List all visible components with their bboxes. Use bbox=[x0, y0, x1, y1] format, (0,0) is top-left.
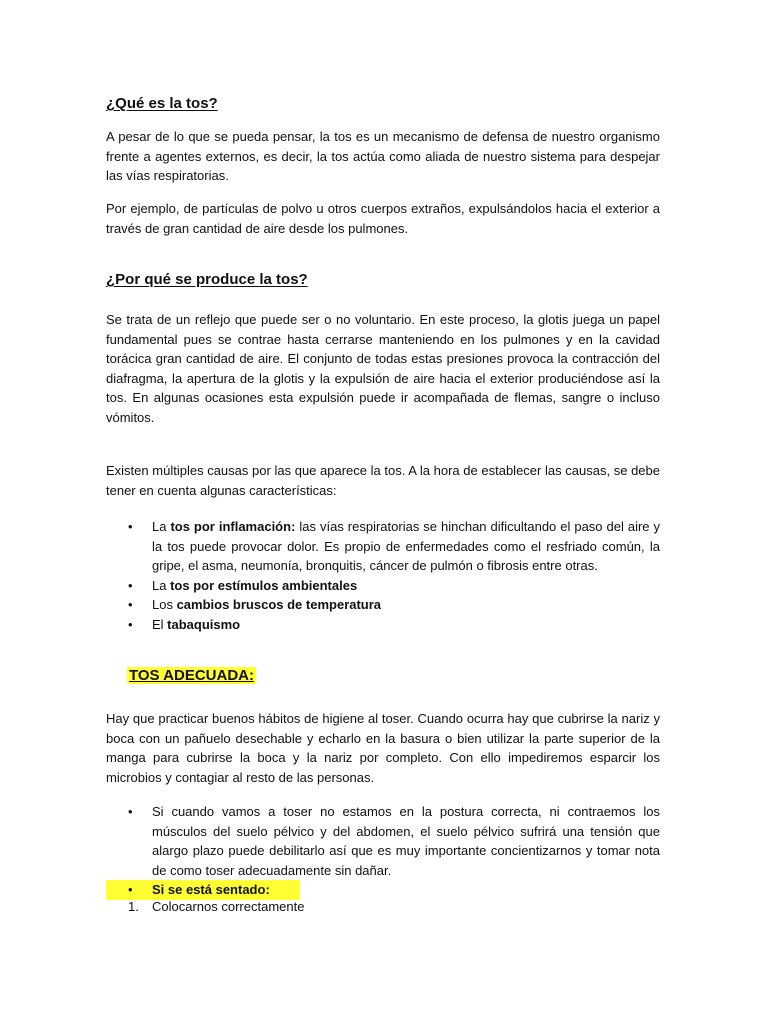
list-number: 1. bbox=[128, 899, 139, 914]
list-item bbox=[106, 802, 660, 880]
bullet-icon: • bbox=[128, 882, 133, 897]
cause-prefix: La bbox=[152, 577, 171, 593]
list-item bbox=[106, 517, 660, 576]
cause-bold: cambios bruscos de temperatura bbox=[176, 597, 382, 612]
paragraph-tos-example: Por ejemplo, de partículas de polvo u otros cuerpos extraños, expulsándolos hacia el exterior a través de gran cantidad de aire desde los pulmones. bbox=[106, 201, 660, 236]
bullet-icon: • bbox=[128, 597, 133, 612]
heading-tos-adecuada: TOS ADECUADA: bbox=[129, 667, 255, 684]
bullet-icon: • bbox=[128, 616, 133, 632]
heading-por-que-se-produce: ¿Por qué se produce la tos? bbox=[106, 271, 308, 288]
cause-prefix: Los bbox=[152, 597, 177, 612]
bullet-icon: • bbox=[128, 804, 133, 819]
causes-list bbox=[106, 517, 660, 634]
heading-que-es-la-tos: ¿Qué es la tos? bbox=[106, 95, 218, 112]
cause-rest: las vías respiratorias se hinchan dificultando el paso del aire y la tos puede provocar dolor. Es propio de enfermedades como el resfriado común, la gripe, el asma, neumonía, bronquitis, cáncer de pulmón o fibrosis entre otras. bbox=[152, 519, 660, 573]
list-item bbox=[106, 615, 660, 635]
bullet-icon: • bbox=[128, 519, 133, 534]
cause-prefix: El bbox=[152, 616, 168, 632]
paragraph-tos-definition: A pesar de lo que se pueda pensar, la tos es un mecanismo de defensa de nuestro organismo frente a agentes externos, es decir, la tos actúa como aliada de nuestro sistema para despejar las vías respiratorias. bbox=[106, 129, 660, 183]
posture-text: Si cuando vamos a toser no estamos en la postura correcta, ni contraemos los músculos del suelo pélvico y del abdomen, el suelo pélvico sufrirá una tensión que alargo plazo puede debilitarlo así que es muy importante concientizarnos y tomar nota de como toser adecuadamente sin dañar. bbox=[152, 804, 660, 878]
paragraph-hygiene: Hay que practicar buenos hábitos de higiene al toser. Cuando ocurra hay que cubrirse la nariz y boca con un pañuelo desechable y echarlo en la basura o bien utilizar la parte superior de la manga para cubrirse la boca y la nariz por completo. Con ello impediremos esparcir los microbios y contagiar al resto de las personas. bbox=[106, 711, 660, 785]
numbered-text: Colocarnos correctamente bbox=[152, 899, 305, 914]
sitting-label: Si se está sentado: bbox=[152, 882, 270, 897]
cause-bold: tabaquismo bbox=[167, 616, 241, 632]
list-item bbox=[106, 595, 660, 615]
cause-prefix: La bbox=[152, 519, 171, 534]
list-item bbox=[106, 576, 660, 596]
cause-bold: tos por inflamación: bbox=[170, 519, 296, 534]
posture-list bbox=[106, 802, 660, 900]
bullet-icon: • bbox=[128, 577, 133, 593]
list-item bbox=[106, 897, 304, 917]
paragraph-tos-causes-intro: Existen múltiples causas por las que aparece la tos. A la hora de establecer las causas, se debe tener en cuenta algunas características: bbox=[106, 463, 660, 498]
paragraph-tos-reflex: Se trata de un reflejo que puede ser o no voluntario. En este proceso, la glotis juega un papel fundamental pues se contrae hasta cerrarse manteniendo en los pulmones y en la cavidad torácica gran cantidad de aire. El conjunto de todas estas presiones provoca la contracción del diafragma, la apertura de la glotis y la expulsión de aire hacia el exterior produciéndose así la tos. En algunas ocasiones esta expulsión puede ir acompañada de flemas, sangre o incluso vómitos. bbox=[106, 312, 660, 425]
cause-bold: tos por estímulos ambientales bbox=[170, 577, 358, 593]
numbered-list bbox=[106, 897, 304, 917]
